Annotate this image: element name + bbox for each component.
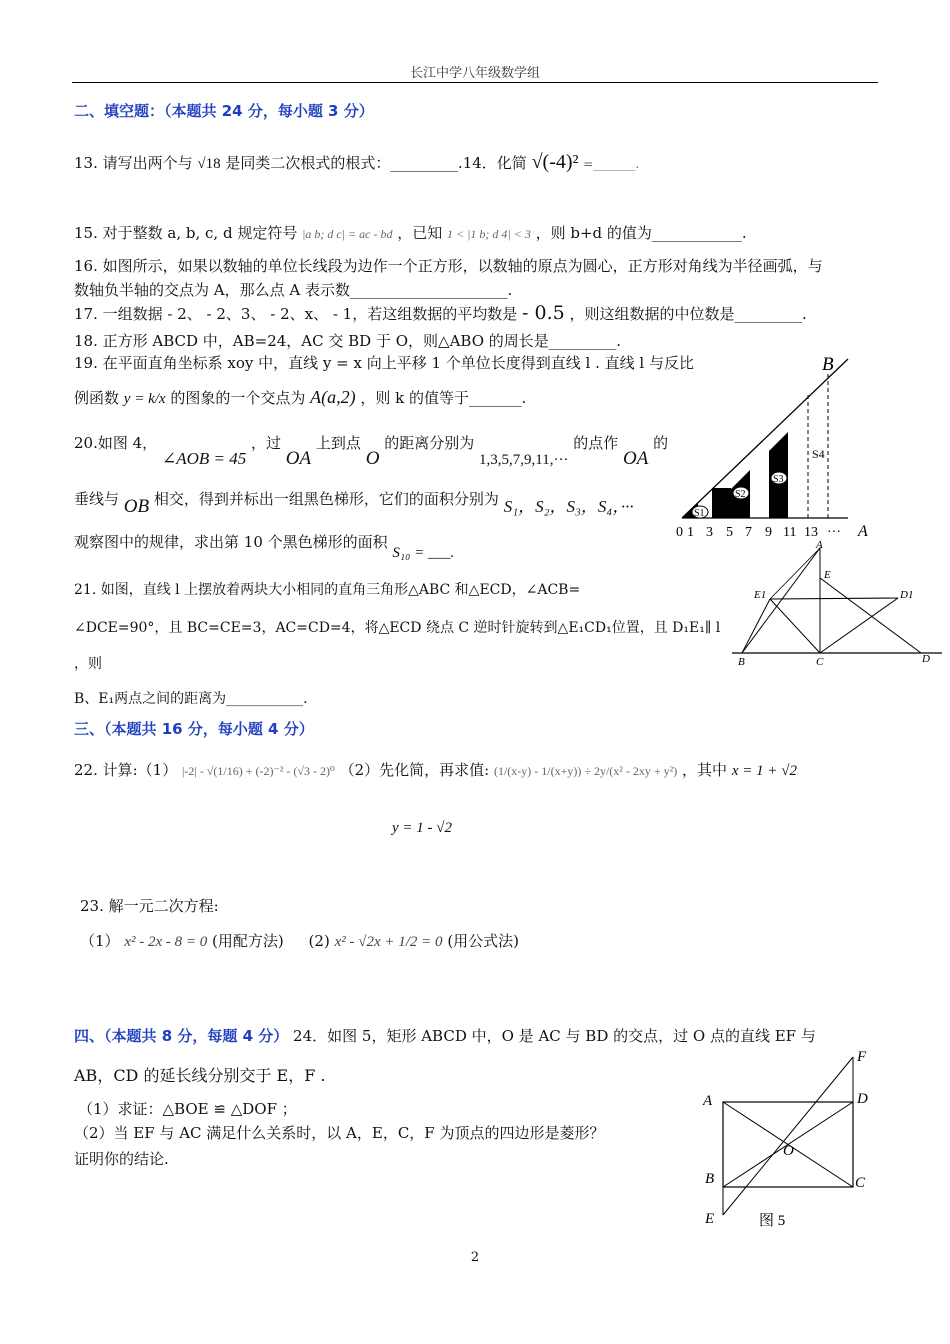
section-4-title: 四、（本题共 8 分，每题 4 分）	[74, 1027, 289, 1045]
q15-text-a: 15. 对于整数 a, b, c, d 规定符号	[74, 224, 298, 242]
fig21-label-c: C	[816, 656, 824, 668]
fig4-label-b: B	[822, 354, 834, 375]
q13-text-b: 是同类二次根式的根式：_________.14．化简	[225, 154, 527, 172]
q20-text-d: 的距离分别为	[384, 434, 475, 452]
question-24-line-1	[74, 1025, 816, 1046]
q20-seq: 1,3,5,7,9,11,···	[479, 452, 569, 468]
q20-s10: S₁₀ = ___.	[392, 545, 455, 561]
page-number: 2	[470, 1250, 480, 1265]
question-16-line-2: 数轴负半轴的交点为 A，那么点 A 表示数_____________________.	[74, 281, 513, 299]
q15-text-c: ，则 b+d 的值为____________.	[535, 224, 747, 242]
q23-part-1-b: (用配方法)	[212, 932, 284, 950]
fig21-label-d: D	[922, 653, 930, 665]
question-21-line-3: ，则	[74, 656, 102, 672]
q17-text-b: ，则这组数据的中位数是_________.	[569, 305, 807, 323]
fig5-label-a: A	[703, 1093, 713, 1109]
figure-21	[730, 536, 942, 668]
q15-det-cond: 1 < |1 b; d 4| < 3	[447, 227, 531, 241]
question-15	[74, 222, 747, 243]
q20-text-g: 垂线与	[74, 490, 120, 508]
fig4-tick-7: 7	[745, 525, 752, 540]
question-20-line-3	[74, 531, 455, 561]
question-24-line-3: （1）求证：△BOE ≌ △DOF ；	[78, 1100, 297, 1118]
fig4-tick-ellipsis: ···	[827, 525, 841, 540]
q15-det-def: |a b; d c| = ac - bd	[302, 227, 393, 241]
fig4-tick-1: 1	[687, 525, 694, 540]
header-rule	[72, 82, 878, 83]
page-header: 长江中学八年级数学组	[409, 66, 540, 81]
fig4-s2: S2	[735, 489, 746, 500]
question-24-line-2: AB，CD 的延长线分别交于 E，F .	[74, 1066, 326, 1085]
section-3-title: 三、（本题共 16 分，每小题 4 分）	[74, 720, 314, 738]
q13-expr: √(-4)²	[531, 151, 579, 173]
q20-angle: ∠AOB = 45	[161, 449, 247, 468]
q20-text-b: ，过	[251, 434, 282, 452]
q20-ob: OB	[123, 496, 150, 517]
question-21-line-1: 21. 如图，直线 l 上摆放着两块大小相同的直角三角形△ABC 和△ECD，∠ACB=	[74, 582, 581, 598]
q20-oa: OA	[285, 448, 312, 469]
fig21-label-e: E	[824, 569, 831, 581]
q24-text-1: 24．如图 5，矩形 ABCD 中，O 是 AC 与 BD 的交点，过 O 点的直线 EF 与	[293, 1027, 816, 1045]
q19-text-a: 例函数	[74, 389, 120, 407]
q22-text-a: 22. 计算:（1）	[74, 761, 178, 779]
fig4-tick-0: 0	[676, 525, 683, 540]
question-22	[74, 759, 797, 780]
q13-text-a: 13. 请写出两个与	[74, 154, 193, 172]
fig5-label-o: O	[783, 1143, 794, 1159]
question-17	[74, 302, 807, 324]
fig4-tick-9: 9	[765, 525, 772, 540]
q23-part-2-b: (用公式法)	[447, 932, 520, 950]
q22-expr-2: (1/(x-y) - 1/(x+y)) ÷ 2y/(x² - 2xy + y²)	[493, 764, 678, 778]
fig4-s4: S4	[812, 447, 825, 461]
q15-text-b: ，已知	[397, 224, 443, 242]
q20-o: O	[365, 448, 380, 469]
q22-text-b: （2）先化简，再求值:	[339, 761, 490, 779]
fig4-s3: S3	[773, 474, 784, 485]
question-21-line-4: B、E₁两点之间的距离为___________.	[74, 691, 308, 707]
fig5-label-f: F	[857, 1049, 867, 1065]
fig21-label-e1: E1	[754, 589, 767, 601]
q19-text-c: ，则 k 的值等于_______.	[360, 389, 527, 407]
q23-eq-2: x² - √2x + 1/2 = 0	[334, 934, 443, 950]
question-23-parts	[80, 930, 519, 951]
q22-expr-1: |-2| - √(1/16) + (-2)⁻² - (√3 - 2)⁰	[182, 764, 335, 778]
sqrt-18: √18	[197, 156, 221, 172]
fig4-tick-3: 3	[706, 525, 713, 540]
q20-areas: S₁，S₂，S₃，S₄，···	[503, 497, 634, 516]
q20-text-h: 相交，得到并标出一组黑色梯形，它们的面积分别为	[153, 490, 499, 508]
q19-func: y = k/x	[123, 391, 166, 407]
q20-text-e: 的点作	[573, 434, 619, 452]
fig4-tick-11: 11	[783, 525, 797, 540]
q22-y-value: y = 1 - √2	[392, 820, 453, 836]
q19-text-b: 的图象的一个交点为	[170, 389, 306, 407]
question-24-line-4: （2）当 EF 与 AC 满足什么关系时，以 A，E，C，F 为顶点的四边形是菱形？	[74, 1124, 605, 1142]
question-24-line-5: 证明你的结论.	[74, 1150, 169, 1168]
q22-text-c: ，其中	[682, 761, 728, 779]
fig5-label-e: E	[705, 1211, 715, 1227]
q20-oa-2: OA	[623, 448, 649, 469]
figure-5	[695, 1045, 885, 1235]
q17-value: - 0.5	[522, 302, 565, 324]
question-21-line-2: ∠DCE=90°，且 BC=CE=3，AC=CD=4，将△ECD 绕点 C 逆时针旋转到△E₁CD₁位置，且 D₁E₁∥ l	[74, 620, 721, 636]
q20-text-c: 上到点	[315, 434, 361, 452]
question-20-line-1	[74, 432, 669, 469]
fig5-label-d: D	[857, 1091, 868, 1107]
question-13	[74, 151, 639, 174]
q23-part-1-a: （1）	[80, 932, 120, 950]
fig4-label-a: A	[858, 523, 868, 540]
q23-eq-1: x² - 2x - 8 = 0	[124, 934, 208, 950]
q20-text-a: 20.如图 4，	[74, 434, 158, 452]
fig4-s1: S1	[694, 508, 705, 519]
fig21-label-a: A	[816, 539, 823, 551]
section-title: 二、填空题：（本题共 24 分，每小题 3 分）	[74, 102, 374, 120]
question-16-line-1: 16. 如图所示，如果以数轴的单位长线段为边作一个正方形，以数轴的原点为圆心，正方形对角线为半径画弧，与	[74, 257, 823, 275]
q13-text-c: =_______.	[583, 157, 640, 171]
q20-text-i: 观察图中的规律，求出第 10 个黑色梯形的面积	[74, 533, 388, 551]
question-23-title: 23. 解一元二次方程:	[80, 897, 219, 915]
q23-part-2-a: (2)	[308, 932, 330, 950]
q20-text-f: 的	[653, 434, 669, 452]
question-19-line-2	[74, 387, 526, 408]
question-18: 18. 正方形 ABCD 中，AB=24，AC 交 BD 于 O，则△ABO 的周长是_________.	[74, 332, 622, 350]
fig5-caption: 图 5	[759, 1213, 786, 1229]
fig4-tick-13: 13	[804, 525, 818, 540]
figure-4	[670, 350, 885, 545]
question-20-line-2	[74, 484, 634, 517]
fig21-label-b: B	[738, 656, 745, 668]
fig4-tick-5: 5	[726, 525, 733, 540]
fig5-label-c: C	[855, 1175, 866, 1191]
q22-x-value: x = 1 + √2	[731, 763, 797, 779]
q17-text-a: 17. 一组数据 - 2、 - 2、3、 - 2、x、 - 1，若这组数据的平均数是	[74, 305, 518, 323]
question-19-line-1: 19. 在平面直角坐标系 xoy 中，直线 y = x 向上平移 1 个单位长度得到直线 l . 直线 l 与反比	[74, 354, 694, 372]
q19-point: A(a,2)	[310, 387, 356, 407]
fig21-label-d1: D1	[900, 589, 914, 601]
fig5-label-b: B	[705, 1171, 715, 1187]
